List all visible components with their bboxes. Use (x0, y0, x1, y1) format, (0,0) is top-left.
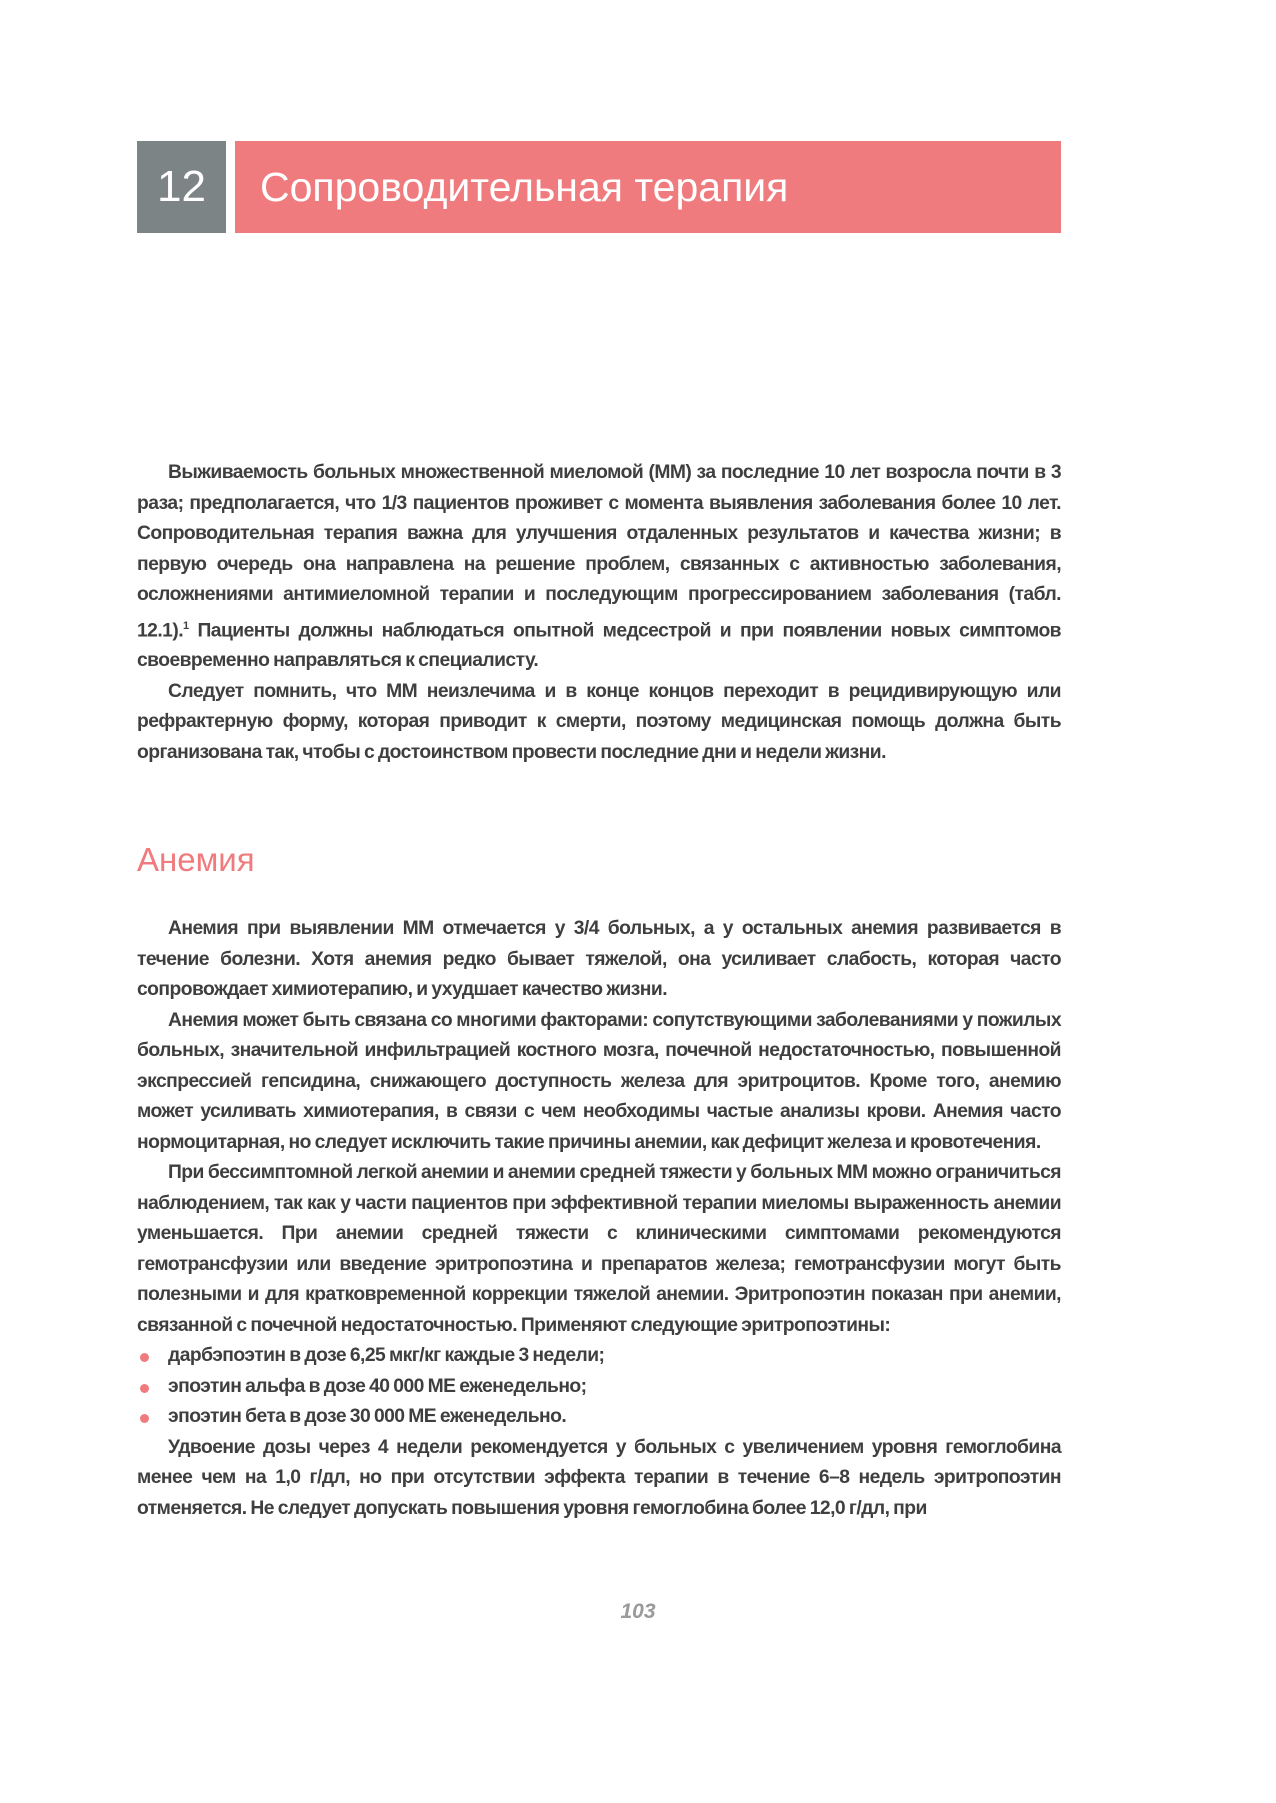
section-paragraph-2: Анемия может быть связана со многими факторами: сопутствующими заболеваниями у пожилых больных, значительной инфильтрацией костного мозга, почечной недостаточностью, повышенной экспрессией гепсидина, снижающего доступность железа для эритроцитов. Кроме того, анемию может усиливать химиотерапия, в связи с чем необходимы частые анализы крови. Анемия часто нормоцитарная, но следует исключить такие причины анемии, как дефицит железа и кровотечения. (137, 1009, 1061, 1153)
section-heading: Анемия (137, 841, 255, 878)
bullet-dot-icon (140, 1384, 149, 1393)
list-item: эпоэтин альфа в дозе 40 000 МЕ еженедельно; (137, 1372, 1061, 1403)
intro-paragraph-1: Выживаемость больных множественной миеломой (ММ) за последние 10 лет возросла почти в 3 раза; предполагается, что 1/3 пациентов проживет с момента выявления заболевания более 10 лет. Сопроводительная терапия важна для улучшения отдаленных результатов и качества жизни; в первую очередь она направлена на решение проблем, связанных с активностью заболевания, осложнениями антимиеломной терапии и последующим прогрессированием заболевания (табл. 12.1).$^1$ Пациенты должны наблюдаться опытной медсестрой и при появлении новых симптомов своевременно направляться к специалисту. (137, 462, 1061, 672)
chapter-title: Сопроводительная терапия (235, 141, 1061, 233)
list-item: дарбэпоэтин в дозе 6,25 мкг/кг каждые 3 недели; (137, 1341, 1061, 1372)
section-paragraph-4: Удвоение дозы через 4 недели рекомендуется у больных с увеличением уровня гемоглобина менее чем на 1,0 г/дл, но при отсутствии эффекта терапии в течение 6–8 недель эритропоэтин отменяется. Не следует допускать повышения уровня гемоглобина более 12,0 г/дл, при (137, 1436, 1061, 1519)
intro-paragraph-2: Следует помнить, что ММ неизлечима и в конце концов переходит в рецидивирующую или рефрактерную форму, которая приводит к смерти, поэтому медицинская помощь должна быть организована так, чтобы с достоинством провести последние дни и недели жизни. (137, 680, 1061, 763)
section-paragraph-3: При бессимптомной легкой анемии и анемии средней тяжести у больных ММ можно ограничиться наблюдением, так как у части пациентов при эффективной терапии миеломы выраженность анемии уменьшается. При анемии средней тяжести с клиническими симптомами рекомендуются гемотрансфузии или введение эритропоэтина и препаратов железа; гемотрансфузии могут быть полезными и для кратковременной коррекции тяжелой анемии. Эритропоэтин показан при анемии, связанной с почечной недостаточностью. Применяют следующие эритропоэтины: (137, 1162, 1061, 1336)
footnote-ref: 1 (183, 619, 189, 632)
section-text (137, 914, 1061, 1524)
chapter-number: 12 (137, 141, 226, 233)
bullet-list (137, 1341, 1061, 1433)
intro-text (137, 458, 1061, 768)
bullet-dot-icon (140, 1414, 149, 1423)
section-paragraph-1: Анемия при выявлении ММ отмечается у 3/4 больных, а у остальных анемия развивается в течение болезни. Хотя анемия редко бывает тяжелой, она усиливает слабость, которая часто сопровождает химиотерапию, и ухудшает качество жизни. (137, 918, 1061, 1000)
bullet-dot-icon (140, 1353, 149, 1362)
fraction: 3/4 (573, 918, 599, 939)
list-item: эпоэтин бета в дозе 30 000 МЕ еженедельно. (137, 1402, 1061, 1433)
fraction: 1/3 (381, 492, 407, 514)
page-number: 103 (620, 1600, 656, 1623)
